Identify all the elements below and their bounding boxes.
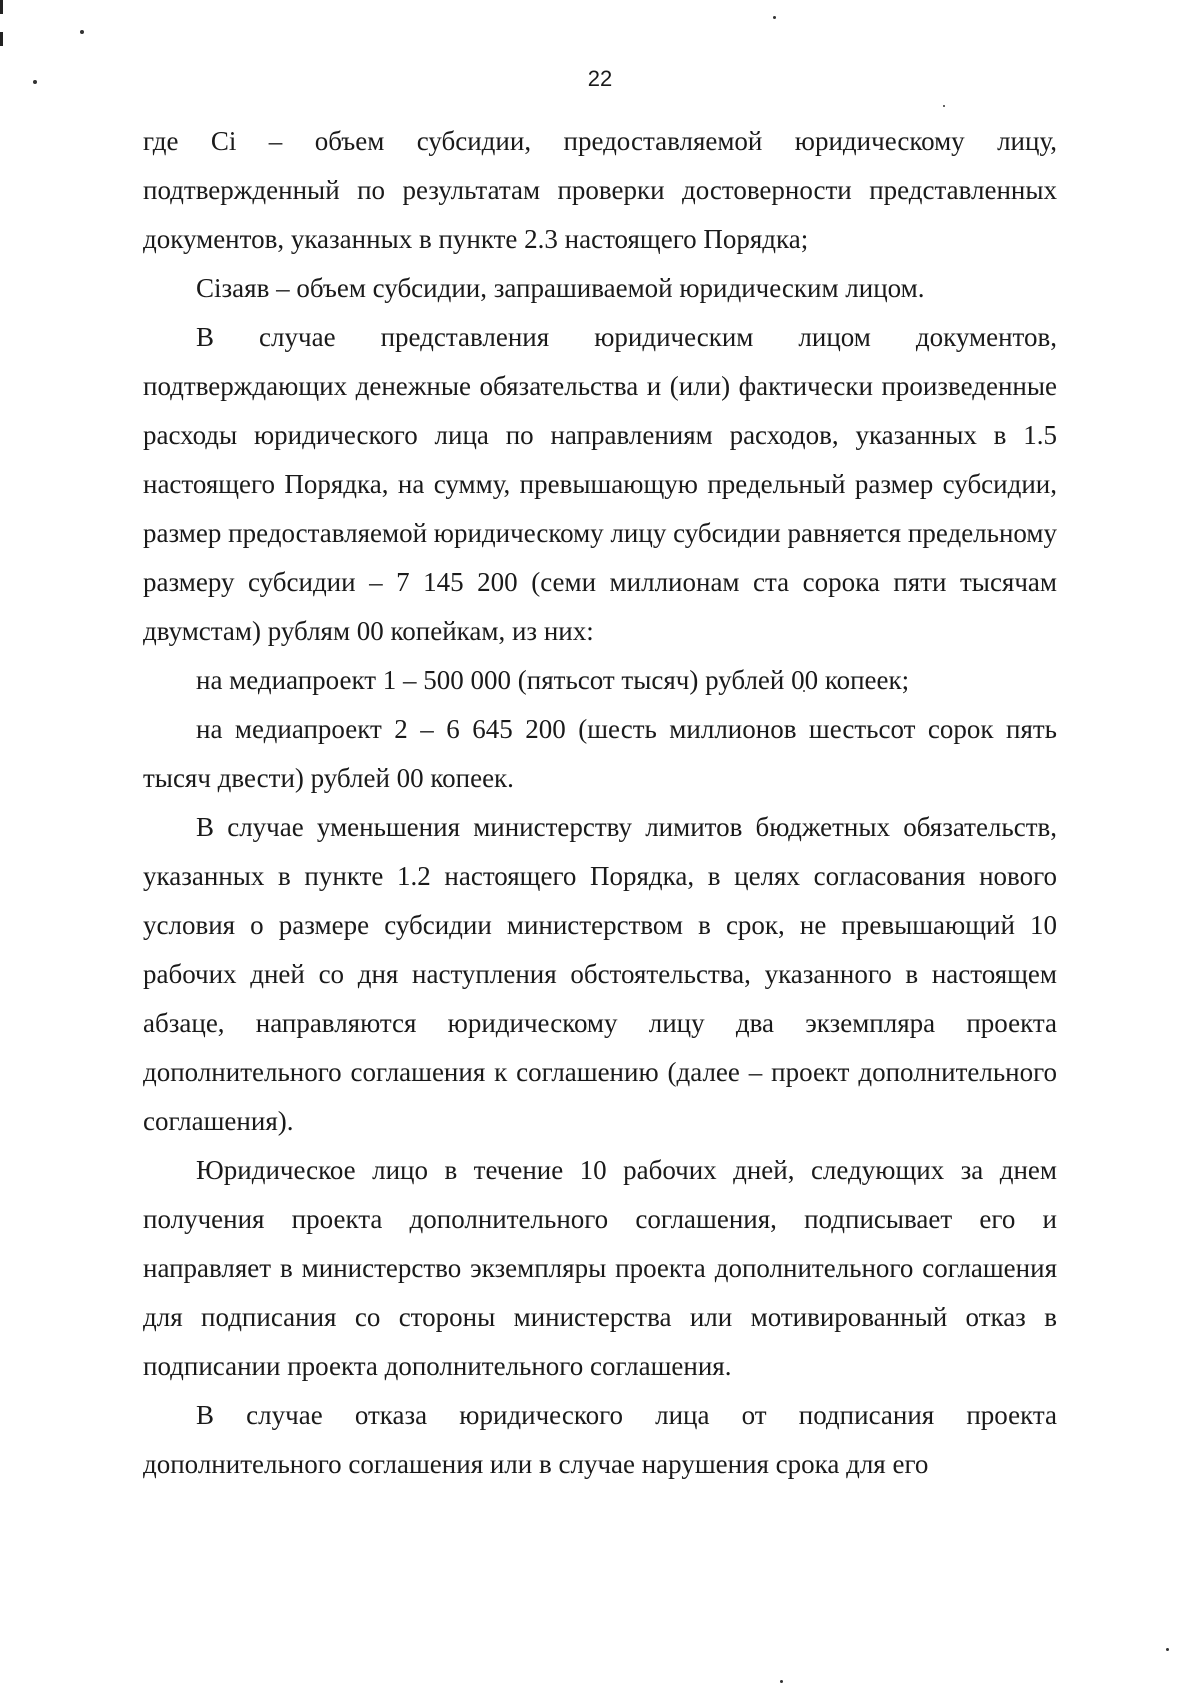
paragraph: В случае отказа юридического лица от подписания проекта дополнительного соглашения или в случае нарушения срока для его	[143, 1400, 1057, 1479]
scan-dot	[943, 105, 945, 107]
page-number: 22	[587, 66, 613, 91]
scan-edge-mark	[0, 32, 3, 46]
paragraph: В случае уменьшения министерству лимитов бюджетных обязательств, указанных в пункте 1.2 настоящего Порядка, в целях согласования нового условия о размере субсидии министерством в срок, не превышающий 10 рабочих дней со дня наступления обстоятельства, указанного в настоящем абзаце, направляются юридическому лицу два экземпляра проекта дополнительного соглашения к соглашению (далее – проект дополнительного соглашения).	[143, 812, 1057, 1136]
scan-dot	[773, 16, 776, 19]
paragraph: В случае представления юридическим лицом документов, подтверждающих денежные обязательства и (или) фактически произведенные расходы юридического лица по направлениям расходов, указанных в 1.5 настоящего Порядка, на сумму, превышающую предельный размер субсидии, размер предоставляемой юридическому лицу субсидии равняется предельному размеру субсидии – 7 145 200 (семи миллионам ста сорока пяти тысячам двумстам) рублям 00 копейкам, из них:	[143, 322, 1057, 646]
scan-edge-mark	[0, 0, 3, 14]
scan-dot	[780, 1680, 783, 1683]
scan-dot	[1166, 1648, 1169, 1651]
paragraph: где Ci – объем субсидии, предоставляемой юридическому лицу, подтвержденный по результатам проверки достоверности представленных документов, указанных в пункте 2.3 настоящего Порядка;	[143, 126, 1057, 254]
paragraph: на медиапроект 1 – 500 000 (пятьсот тысяч) рублей 00 копеек;	[196, 665, 910, 695]
paragraph: Юридическое лицо в течение 10 рабочих дней, следующих за днем получения проекта дополнительного соглашения, подписывает его и направляет в министерство экземпляры проекта дополнительного соглашения для подписания со стороны министерства или мотивированный отказ в подписании проекта дополнительного соглашения.	[143, 1155, 1057, 1381]
paragraph: на медиапроект 2 – 6 645 200 (шесть миллионов шестьсот сорок пять тысяч двести) рублей 00 копеек.	[143, 714, 1057, 793]
scan-dot	[80, 30, 84, 34]
document-body	[143, 117, 1057, 1489]
paragraph: Ciзаяв – объем субсидии, запрашиваемой юридическим лицом.	[196, 273, 925, 303]
